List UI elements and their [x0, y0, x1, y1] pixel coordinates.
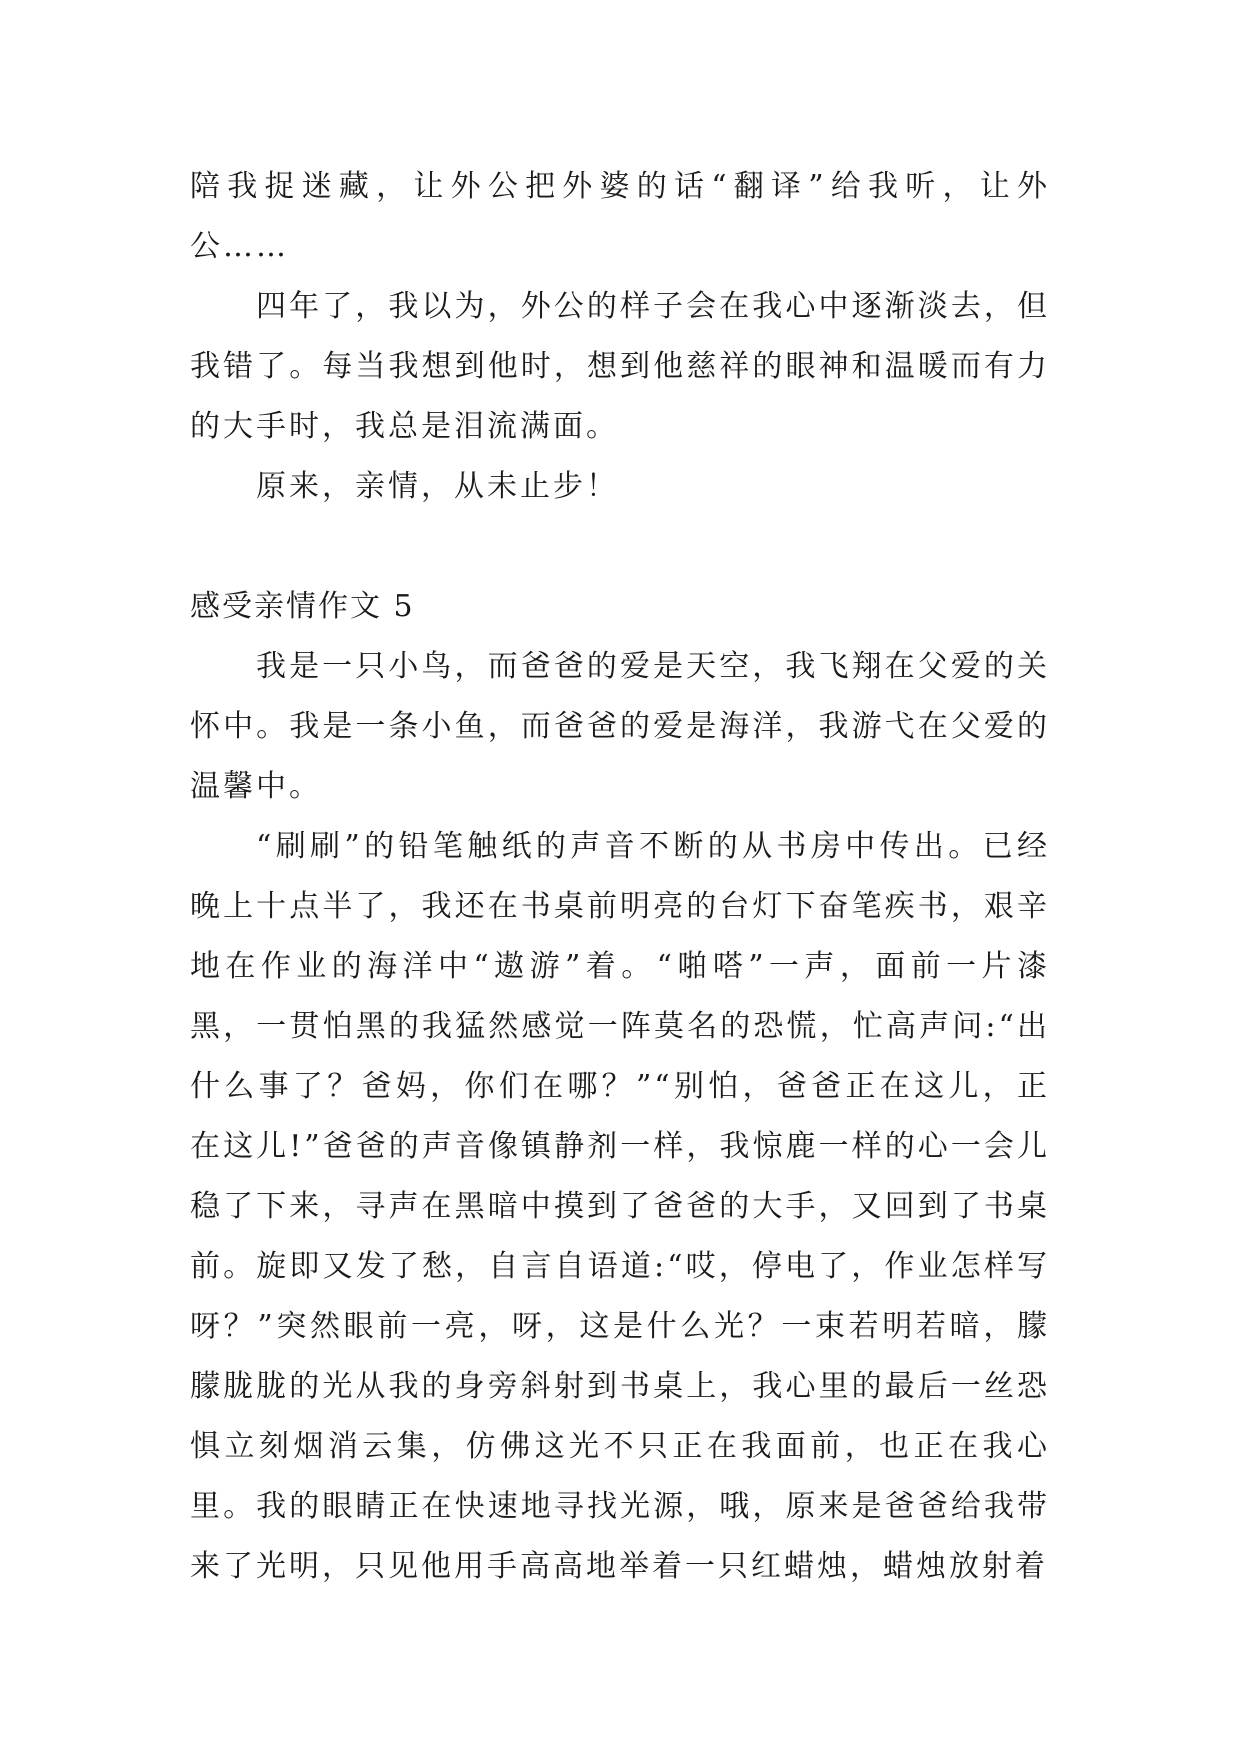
paragraph: 原来，亲情，从未止步！: [256, 469, 619, 504]
paragraph: “刷刷”的铅笔触纸的声音不断的从书房中传出。已经晚上十点半了，我还在书桌前明亮的台灯下奋笔疾书，艰辛地在作业的海洋中“遨游”着。“啪嗒”一声，面前一片漆黑，一贯怕黑的我猛然感觉一阵莫名的恐慌，忙高声问:“出什么事了？爸妈，你们在哪？”“别怕，爸爸正在这儿，正在这儿!”爸爸的声音像镇静剂一样，我惊鹿一样的心一会儿稳了下来，寻声在黑暗中摸到了爸爸的大手，又回到了书桌前。旋即又发了愁，自言自语道:“哎，停电了，作业怎样写呀？”突然眼前一亮，呀，这是什么光？一束若明若暗，朦朦胧胧的光从我的身旁斜射到书桌上，我心里的最后一丝恐惧立刻烟消云集，仿佛这光不只正在我面前，也正在我心里。我的眼睛正在快速地寻找光源，哦，原来是爸爸给我带来了光明，只见他用手高高地举着一只红蜡烛，蜡烛放射着: [190, 829, 1050, 1584]
section-heading: 感受亲情作文 5: [190, 589, 415, 624]
paragraph: 四年了，我以为，外公的样子会在我心中逐渐淡去，但我错了。每当我想到他时，想到他慈祥的眼神和温暖而有力的大手时，我总是泪流满面。: [190, 289, 1050, 444]
section-spacer: [190, 517, 1050, 577]
paragraph: 我是一只小鸟，而爸爸的爱是天空，我飞翔在父爱的关怀中。我是一条小鱼，而爸爸的爱是海洋，我游弋在父爱的温馨中。: [190, 649, 1050, 804]
paragraph-continuation: 陪我捉迷藏，让外公把外婆的话“翻译”给我听，让外公……: [190, 169, 1050, 264]
document-body: [190, 157, 1050, 1597]
